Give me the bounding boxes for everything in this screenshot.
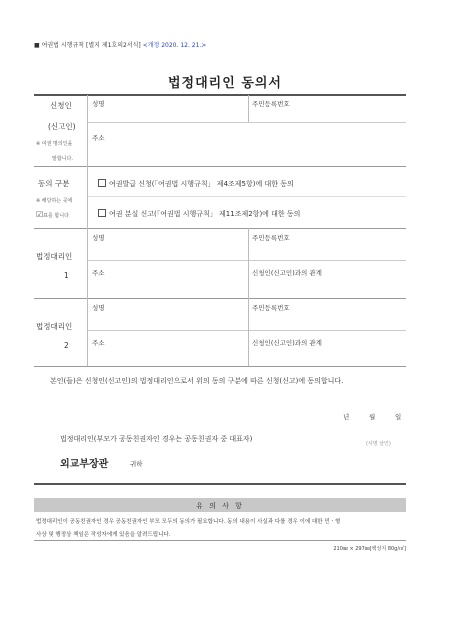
agent2-bottom-border [34, 366, 406, 367]
applicant-address-field[interactable]: 주소 [92, 134, 105, 142]
agent1-name-field[interactable]: 성명 [92, 234, 105, 242]
agent-signer-label: 법정대리인(부모가 공동친권자인 경우는 공동친권자 중 대표자) [60, 435, 253, 443]
applicant-note-line2: 말합니다. [52, 156, 73, 162]
agent2-rrn-field[interactable]: 주민등록번호 [252, 304, 290, 312]
consent-row-divider [87, 196, 406, 197]
agent2-right-divider [248, 298, 249, 366]
applicant-col-divider [87, 95, 88, 166]
page-title: 법정대리인 동의서 [168, 76, 282, 91]
applicant-note-line1: ※ 여권 명의인을 [36, 141, 73, 147]
consent-statement: 본인(들)은 신청인(신고인)의 법정대리인으로서 위의 동의 구분에 따른 신청(신고)에 동의합니다. [50, 377, 344, 385]
agent1-right-divider [248, 228, 249, 298]
applicant-label: 신청인 [50, 101, 72, 110]
notice-title: 유 의 사 항 [196, 502, 244, 510]
date-month[interactable]: 월 [369, 413, 376, 421]
agent1-col-divider [87, 228, 88, 298]
checkbox-issue[interactable] [98, 179, 106, 187]
body-bottom-border [34, 483, 406, 485]
paper-spec: 210㎜ × 297㎜[백상지 80g/㎡] [333, 546, 406, 552]
consent-note-line1: ※ 해당하는 곳에 [36, 198, 73, 204]
consent-option-issue[interactable]: 여권발급 신청(「여권법 시행규칙」 제4조제5항)에 대한 동의 [98, 179, 294, 189]
recipient-minister: 외교부장관 [60, 459, 109, 470]
applicant-name-field[interactable]: 성명 [92, 100, 105, 108]
agent2-label: 법정대리인 [36, 322, 73, 331]
agent1-bottom-border [34, 298, 406, 299]
agent2-row-divider [87, 330, 406, 331]
date-day[interactable]: 일 [395, 413, 402, 421]
agent2-number: 2 [64, 341, 69, 350]
notice-line1: 법정대리인이 공동친권자인 경우 공동친권자인 부모 모두의 동의가 필요합니다. 동의 내용이 사실과 다를 경우 이에 대한 민ㆍ형 [36, 519, 341, 525]
revision-date: <개정 2020. 12. 21.> [142, 42, 207, 49]
notice-line2: 사상 및 행정상 책임은 작성자에게 있음을 알려드립니다. [36, 532, 171, 538]
applicant-rrn-divider [248, 95, 249, 122]
agent1-relation-field[interactable]: 신청인(신고인)과의 관계 [252, 269, 322, 277]
applicant-rrn-field[interactable]: 주민등록번호 [252, 100, 290, 108]
agent2-relation-field[interactable]: 신청인(신고인)과의 관계 [252, 339, 322, 347]
checkbox-loss[interactable] [98, 209, 106, 217]
form-ref-text: 여권법 시행규칙 [별지 제1호의2서식] [41, 42, 141, 49]
checkmark-icon: ☑ [36, 210, 44, 219]
date-year[interactable]: 년 [343, 413, 350, 421]
applicant-sublabel: (신고인) [48, 122, 76, 131]
agent1-label: 법정대리인 [36, 252, 73, 261]
consent-bottom-border [34, 228, 406, 229]
agent1-number: 1 [64, 271, 69, 280]
consent-option-loss[interactable]: 여권 분실 신고(「여권법 시행규칙」 제11조제2항)에 대한 동의 [98, 209, 300, 219]
consent-label: 동의 구분 [38, 179, 70, 188]
applicant-bottom-border [34, 166, 406, 167]
form-reference [34, 40, 206, 49]
consent-col-divider [87, 166, 88, 228]
agent2-name-field[interactable]: 성명 [92, 304, 105, 312]
table-top-border [34, 94, 406, 96]
consent-note-line2: ☑표를 합니다 [36, 210, 69, 219]
agent1-address-field[interactable]: 주소 [92, 269, 105, 277]
agent1-row-divider [87, 260, 406, 261]
agent2-col-divider [87, 298, 88, 366]
applicant-row-divider [87, 122, 406, 123]
recipient-suffix: 귀하 [130, 460, 143, 468]
square-bullet-icon: ■ [34, 42, 40, 49]
agent2-address-field[interactable]: 주소 [92, 339, 105, 347]
signature-hint[interactable]: (서명 날인) [366, 441, 391, 447]
notice-bottom-border [34, 540, 406, 541]
agent1-rrn-field[interactable]: 주민등록번호 [252, 234, 290, 242]
